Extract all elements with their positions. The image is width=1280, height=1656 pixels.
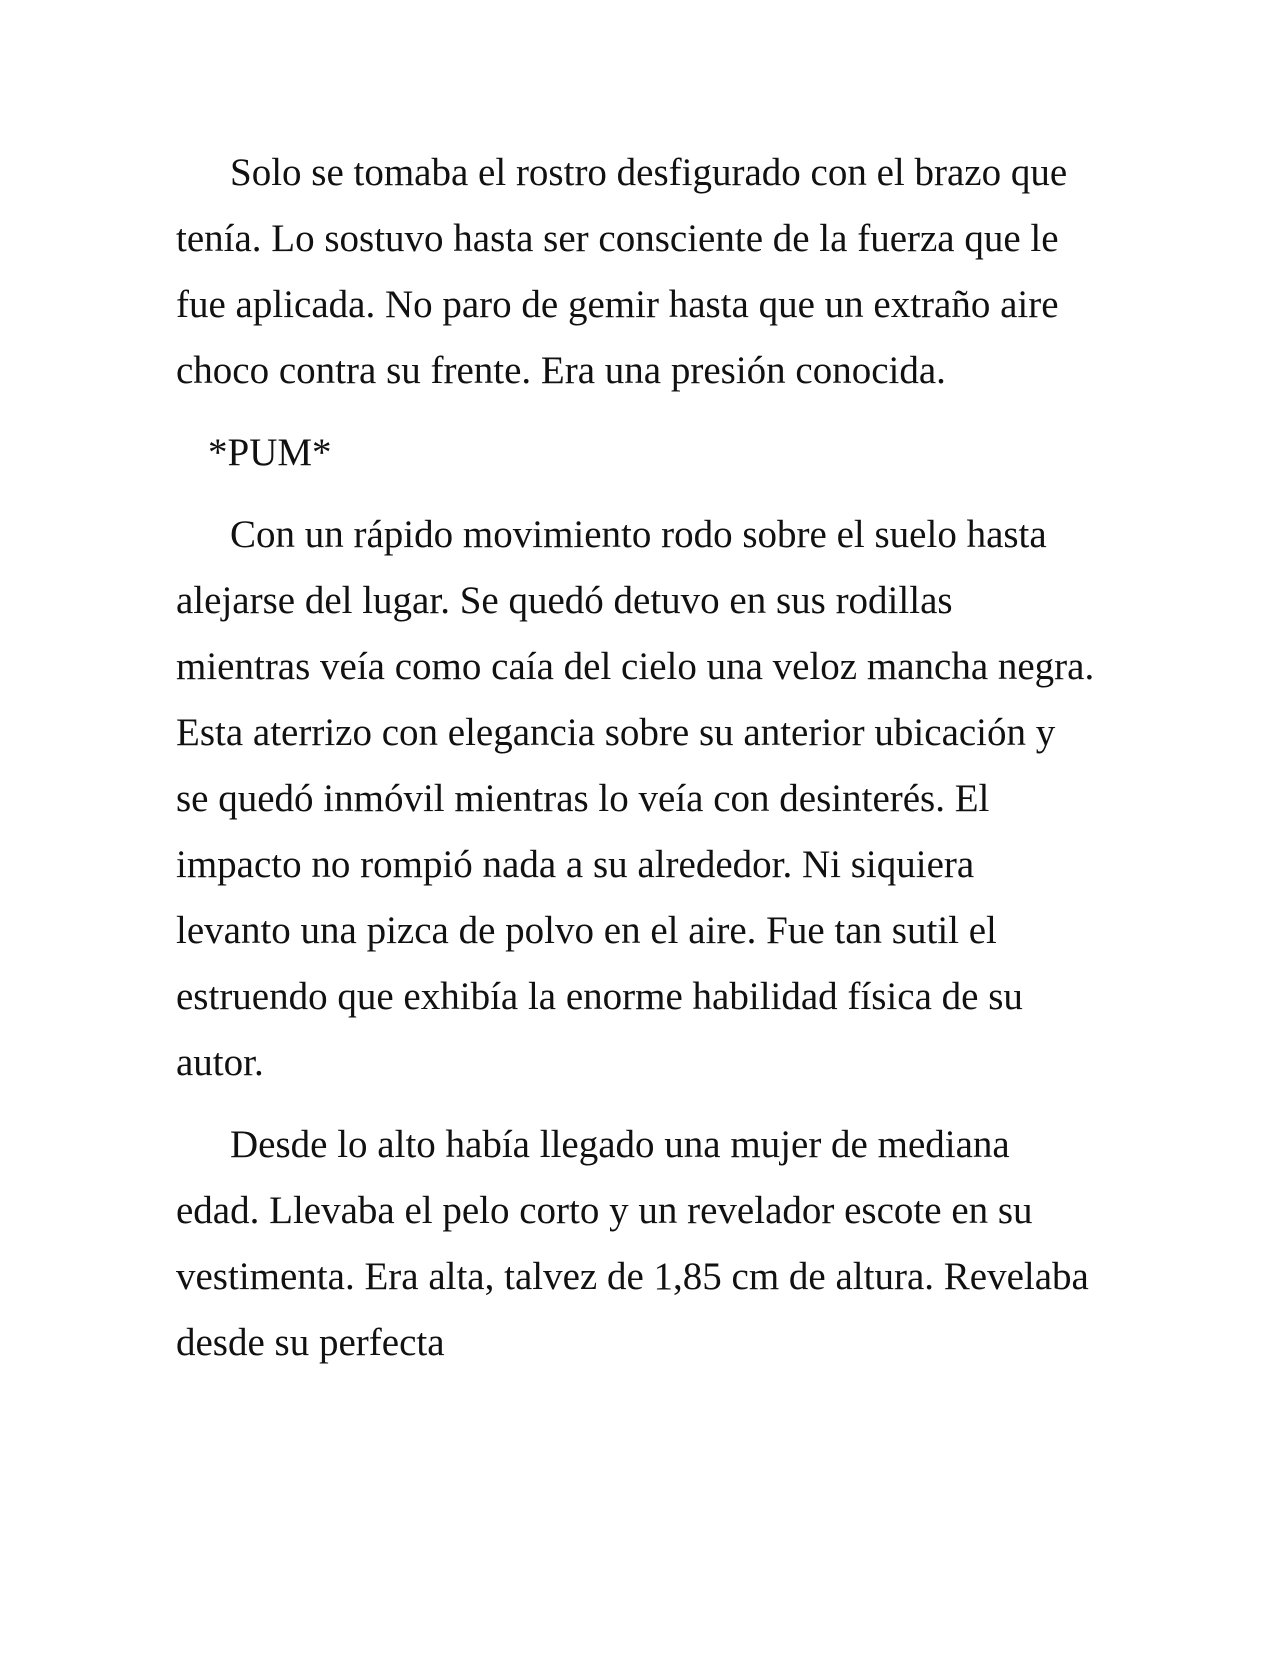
paragraph-1: Solo se tomaba el rostro desfigurado con el brazo que tenía. Lo sostuvo hasta ser consciente de la fuerza que le fue aplicada. No paro de gemir hasta que un extraño aire choco contra su frente. Era una presión conocida. — [176, 151, 1068, 392]
paragraph-2: Con un rápido movimiento rodo sobre el suelo hasta alejarse del lugar. Se quedó detuvo en sus rodillas mientras veía como caía del cielo una veloz mancha negra. Esta aterrizo con elegancia sobre su anterior ubicación y se quedó inmóvil mientras lo veía con desinterés. El impacto no rompió nada a su alrededor. Ni siquiera levanto una pizca de polvo en el aire. Fue tan sutil el estruendo que exhibía la enorme habilidad física de su autor. — [176, 513, 1095, 1084]
paragraph-3: Desde lo alto había llegado una mujer de mediana edad. Llevaba el pelo corto y un revelador escote en su vestimenta. Era alta, talvez de 1,85 cm de altura. Revelaba desde su perfecta — [176, 1123, 1089, 1364]
document-page — [176, 140, 1096, 1376]
interjection-pum: *PUM* — [208, 431, 332, 474]
